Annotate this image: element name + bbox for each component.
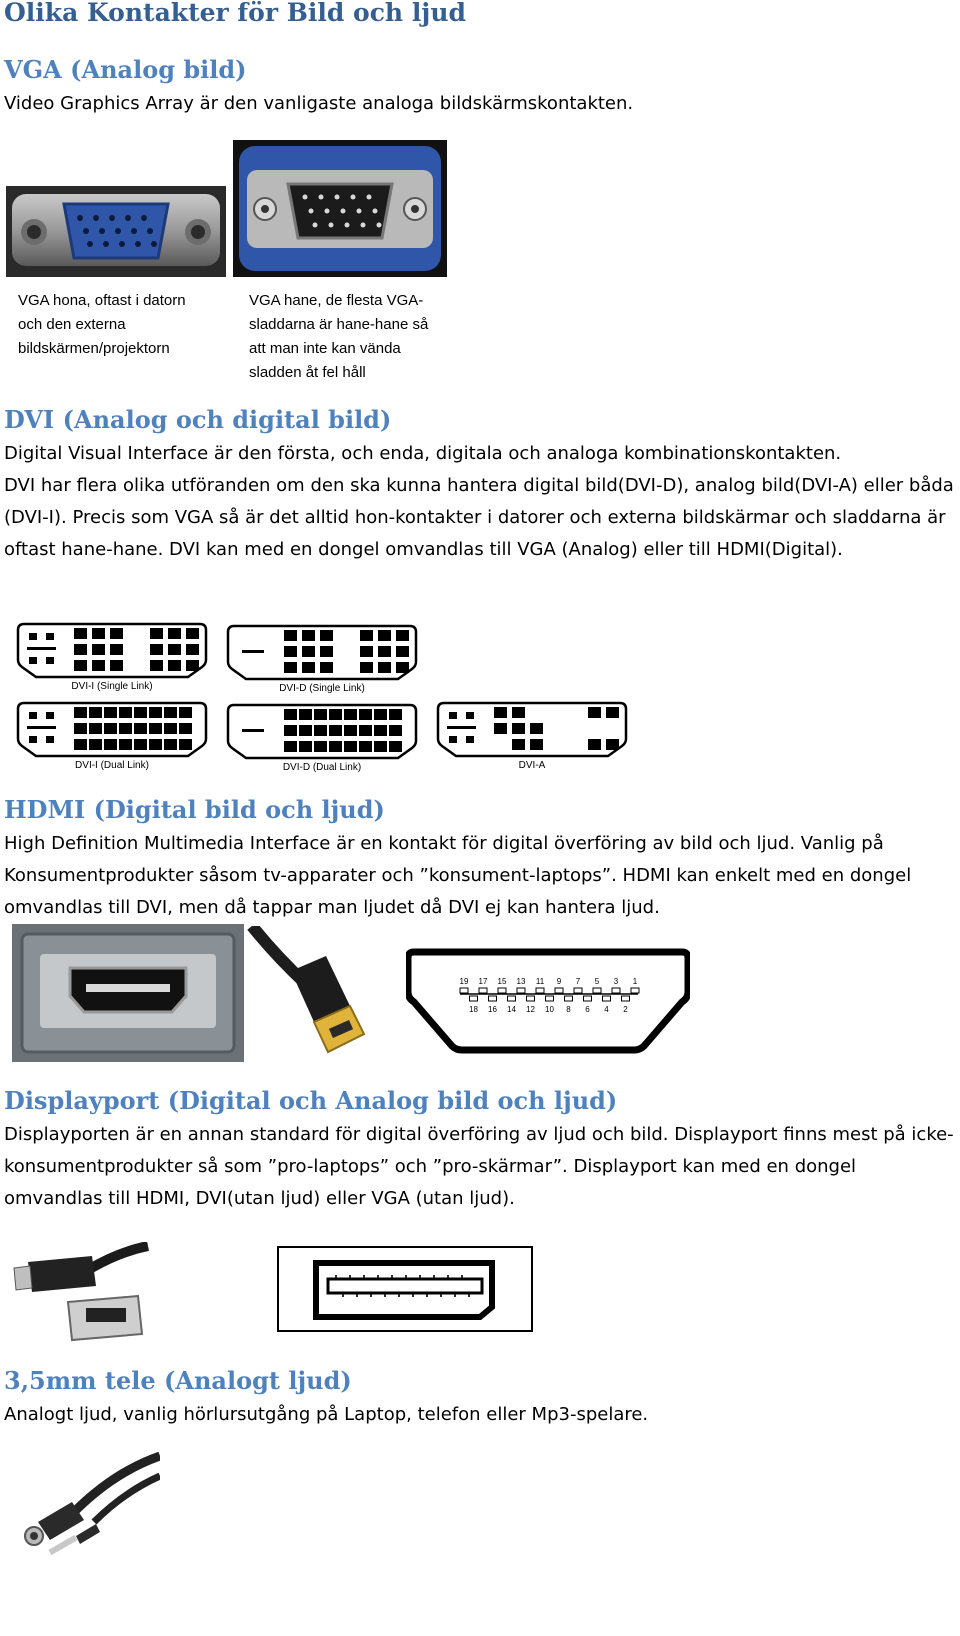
displayport-heading: Displayport (Digital och Analog bild och ljud)	[4, 1086, 618, 1115]
dvi-text	[4, 438, 959, 566]
hdmi-pin-label-bottom: 18	[469, 1005, 478, 1014]
hdmi-pin-label-top: 1	[632, 977, 638, 986]
dvi-connector-diagram-d-dual	[226, 703, 418, 773]
hdmi-cable-photo	[246, 926, 380, 1062]
dvi-paragraph-2: DVI har flera olika utföranden om den ska kunna hantera digital bild(DVI-D), analog bild(DVI-A) eller båda (DVI-I). Precis som VGA så är det alltid hon-kontakter i datorer och externa bildskärmar och sladdarna är oftast hane-hane. DVI kan med en dongel omvandlas till VGA (Analog) eller till HDMI(Digital).	[4, 475, 954, 560]
hdmi-pin-label-top: 13	[516, 977, 526, 986]
vga-female-photo	[6, 186, 226, 277]
hdmi-pin-top	[631, 988, 639, 993]
audio-text	[4, 1399, 959, 1431]
dvi-connector-diagram-a	[436, 701, 628, 771]
hdmi-pin-label-bottom: 2	[623, 1005, 628, 1014]
vga-male-caption: VGA hane, de flesta VGA-sladdarna är hane-hane så att man inte kan vända sladden åt fel håll	[249, 292, 429, 381]
hdmi-pin-top	[574, 988, 582, 993]
dvi-i-single-shape	[16, 622, 208, 680]
hdmi-pin-bottom	[489, 996, 497, 1001]
dvi-connector-diagram-d-single	[226, 624, 418, 694]
dvi-i-dual-shape	[16, 701, 208, 759]
hdmi-pin-bottom	[508, 996, 516, 1001]
hdmi-paragraph: High Definition Multimedia Interface är en kontakt för digital överföring av bild och ljud. Vanlig på Konsumentprodukter såsom tv-apparater och ”konsument-laptops”. HDMI kan enkelt med en dongel omvandlas till DVI, men då tappar man ljudet då DVI ej kan hantera ljud.	[4, 833, 912, 918]
dvi-paragraph-1: Digital Visual Interface är den första, och enda, digitala och analoga kombinationskontakten.	[4, 443, 842, 464]
hdmi-pin-bottom	[546, 996, 554, 1001]
vga-female-caption: VGA hona, oftast i datorn och den externa bildskärmen/projektorn	[18, 292, 186, 357]
hdmi-heading: HDMI (Digital bild och ljud)	[4, 795, 385, 824]
displayport-cable-photo	[8, 1242, 158, 1342]
dvi-label: DVI-D (Single Link)	[279, 683, 365, 694]
displayport-text	[4, 1119, 959, 1215]
hdmi-pin-top	[517, 988, 525, 993]
dvi-label: DVI-D (Dual Link)	[282, 762, 362, 773]
hdmi-pin-bottom	[527, 996, 535, 1001]
hdmi-pin-label-top: 3	[613, 977, 619, 986]
vga-text	[4, 88, 959, 120]
audio-paragraph: Analogt ljud, vanlig hörlursutgång på Laptop, telefon eller Mp3-spelare.	[4, 1404, 649, 1425]
audio-heading: 3,5mm tele (Analogt ljud)	[4, 1366, 352, 1395]
displayport-pinout-diagram	[276, 1245, 534, 1333]
hdmi-pin-bottom	[603, 996, 611, 1001]
hdmi-pin-top	[555, 988, 563, 993]
dvi-label: DVI-A	[518, 760, 546, 771]
hdmi-pin-bottom	[584, 996, 592, 1001]
hdmi-pin-top	[612, 988, 620, 993]
hdmi-pin-top	[460, 988, 468, 993]
hdmi-pin-label-bottom: 4	[604, 1005, 609, 1014]
hdmi-pin-top	[498, 988, 506, 993]
hdmi-pin-bottom	[622, 996, 630, 1001]
hdmi-pin-top	[536, 988, 544, 993]
hdmi-text	[4, 828, 959, 924]
hdmi-pin-label-top: 5	[594, 977, 600, 986]
hdmi-pin-label-bottom: 12	[526, 1005, 535, 1014]
hdmi-pin-label-bottom: 16	[488, 1005, 497, 1014]
vga-heading: VGA (Analog bild)	[4, 55, 247, 84]
hdmi-pin-label-top: 7	[575, 977, 581, 986]
displayport-paragraph: Displayporten är en annan standard för digital överföring av ljud och bild. Displayport finns mest på icke-konsumentprodukter så som ”pro-laptops” och ”pro-skärmar”. Displayport kan med en dongel omvandlas till HDMI, DVI(utan ljud) eller VGA (utan ljud).	[4, 1124, 954, 1209]
hdmi-port-photo	[12, 924, 244, 1062]
hdmi-pin-bottom	[470, 996, 478, 1001]
hdmi-pinout-diagram	[406, 946, 690, 1054]
dvi-heading: DVI (Analog och digital bild)	[4, 405, 392, 434]
hdmi-pin-label-top: 11	[535, 977, 545, 986]
dvi-d-dual-shape	[226, 703, 418, 761]
dvi-label: DVI-I (Single Link)	[71, 681, 153, 692]
hdmi-pin-bottom	[565, 996, 573, 1001]
vga-intro: Video Graphics Array är den vanligaste analoga bildskärmskontakten.	[4, 93, 634, 114]
hdmi-pin-label-top: 15	[497, 977, 507, 986]
hdmi-pin-label-bottom: 8	[566, 1005, 571, 1014]
dvi-connector-diagram-i-dual	[16, 701, 208, 771]
dvi-label: DVI-I (Dual Link)	[75, 760, 149, 771]
hdmi-pin-label-top: 19	[459, 977, 469, 986]
hdmi-pin-label-bottom: 14	[507, 1005, 516, 1014]
audio-cable-photo	[14, 1452, 160, 1564]
hdmi-pin-label-bottom: 6	[585, 1005, 590, 1014]
hdmi-pin-top	[479, 988, 487, 993]
hdmi-pinout-svg	[406, 946, 690, 1054]
page-title: Olika Kontakter för Bild och ljud	[4, 0, 467, 27]
dvi-d-single-shape	[226, 624, 418, 682]
dvi-a-shape	[436, 701, 628, 759]
hdmi-pin-label-top: 17	[478, 977, 488, 986]
hdmi-pin-label-top: 9	[556, 977, 562, 986]
dvi-connector-diagram-i-single	[16, 622, 208, 692]
hdmi-pin-label-bottom: 10	[545, 1005, 554, 1014]
vga-male-photo	[233, 140, 447, 277]
hdmi-pin-top	[593, 988, 601, 993]
